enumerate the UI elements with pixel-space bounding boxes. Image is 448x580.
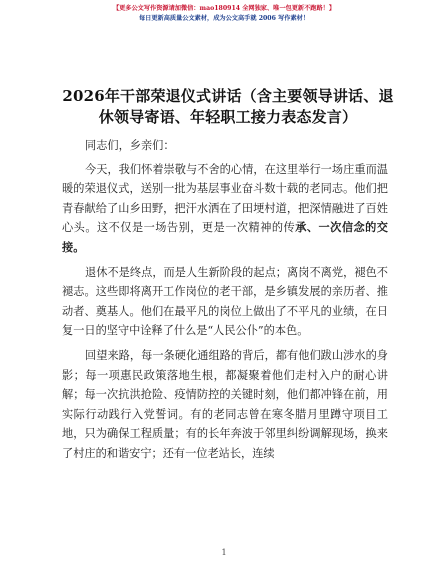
promo-banner [0, 4, 448, 24]
paragraph-2: 退休不是终点，而是人生新阶段的起点；离岗不离党，褪色不褪志。这些即将离开工作岗位的老干部，是乡镇发展的亲历者、推动者、奠基人。他们在最平凡的岗位上做出了不平凡的业绩，在日复一日的坚守中诠释了什么是“人民公仆”的本色。 [62, 265, 388, 338]
paragraph-1-bold-text: 承、一次信念的交接。 [62, 220, 388, 254]
paragraph-3: 回望来路，每一条硬化通组路的背后，都有他们跋山涉水的身影；每一项惠民政策落地生根，都凝聚着他们走村入户的耐心讲解；每一次抗洪抢险、疫情防控的关键时刻，他们都冲锋在前，用实际行动践行入党誓词。有的老同志曾在寒冬腊月里蹲守项目工地，只为确保工程质量；有的长年奔波于邻里纠纷调解现场，换来了村庄的和谐安宁；还有一位老站长，连续 [62, 348, 388, 460]
salutation: 同志们，乡亲们： [85, 139, 175, 152]
page-number: 1 [221, 548, 227, 557]
document-body [62, 136, 388, 469]
document-title: 2026年干部荣退仪式讲话（含主要领导讲话、退休领导寄语、年轻职工接力表态发言） [62, 87, 394, 126]
paragraph-1 [62, 160, 388, 258]
banner-line-1: 【更多公文写作资源请加微信：mao180914 全网独家、唯一包更新不跑路！】 [112, 5, 336, 12]
banner-line-2: 每日更新高质量公文素材，成为公文高手就 2006 写作素材！ [138, 15, 310, 22]
paragraph-1-text: 今天，我们怀着崇敬与不舍的心情，在这里举行一场庄重而温暖的荣退仪式，送别一批为基层事业奋斗数十载的老同志。他们把青春献给了山乡田野，把汗水洒在了田埂村道，把深情融进了百姓心头。这不仅是一场告别，更是一次精神的传 [62, 162, 388, 235]
